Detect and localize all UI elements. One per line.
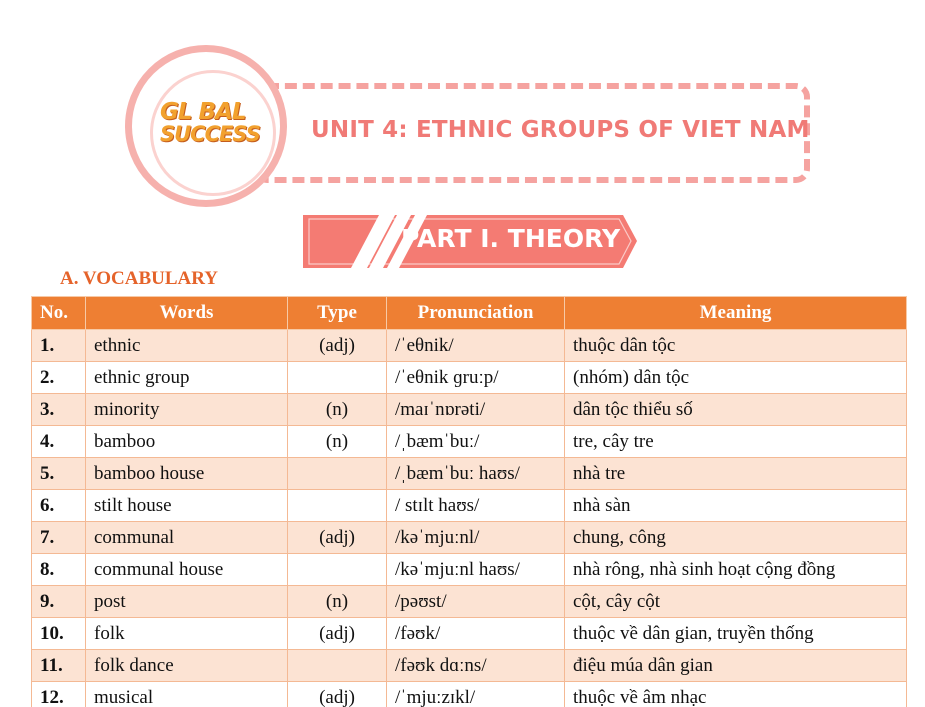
section-heading: A. VOCABULARY: [60, 268, 219, 289]
cell-no: 3.: [32, 394, 86, 426]
table-row: [32, 458, 907, 490]
cell-word: post: [86, 586, 288, 618]
logo-line-2: SUCCESS: [160, 122, 260, 146]
cell-pronunciation: /ˈeθnik/: [387, 330, 565, 362]
cell-meaning: dân tộc thiểu số: [565, 394, 907, 426]
table-row: [32, 330, 907, 362]
cell-meaning: cột, cây cột: [565, 586, 907, 618]
cell-word: ethnic: [86, 330, 288, 362]
cell-type: (adj): [288, 330, 387, 362]
table-row: [32, 426, 907, 458]
cell-meaning: nhà tre: [565, 458, 907, 490]
cell-no: 2.: [32, 362, 86, 394]
cell-meaning: chung, công: [565, 522, 907, 554]
cell-pronunciation: /fəʊk dɑːns/: [387, 650, 565, 682]
cell-type: [288, 650, 387, 682]
cell-type: [288, 458, 387, 490]
cell-word: musical: [86, 682, 288, 707]
cell-word: folk: [86, 618, 288, 650]
logo-wordmark: [160, 101, 270, 145]
table-header-row: [32, 297, 907, 330]
cell-no: 7.: [32, 522, 86, 554]
cell-no: 8.: [32, 554, 86, 586]
cell-word: ethnic group: [86, 362, 288, 394]
cell-pronunciation: /kəˈmjuːnl haʊs/: [387, 554, 565, 586]
cell-no: 4.: [32, 426, 86, 458]
cell-pronunciation: /pəʊst/: [387, 586, 565, 618]
col-header-type: Type: [288, 297, 387, 330]
table-row: [32, 682, 907, 707]
cell-word: folk dance: [86, 650, 288, 682]
cell-word: bamboo house: [86, 458, 288, 490]
cell-no: 10.: [32, 618, 86, 650]
cell-type: (n): [288, 426, 387, 458]
table-row: [32, 362, 907, 394]
cell-no: 12.: [32, 682, 86, 707]
cell-pronunciation: /ˌbæmˈbuː haʊs/: [387, 458, 565, 490]
logo-line-1: GL BAL: [160, 99, 246, 125]
col-header-no: No.: [32, 297, 86, 330]
cell-type: (adj): [288, 618, 387, 650]
cell-type: (n): [288, 586, 387, 618]
part-ribbon: [303, 213, 638, 270]
cell-pronunciation: /ˈmjuːzɪkl/: [387, 682, 565, 707]
table-row: [32, 586, 907, 618]
cell-pronunciation: / stɪlt haʊs/: [387, 490, 565, 522]
cell-type: (n): [288, 394, 387, 426]
cell-type: [288, 362, 387, 394]
cell-no: 1.: [32, 330, 86, 362]
cell-word: minority: [86, 394, 288, 426]
cell-word: communal: [86, 522, 288, 554]
vocabulary-table: [31, 296, 907, 707]
cell-no: 9.: [32, 586, 86, 618]
cell-pronunciation: /maɪˈnɒrəti/: [387, 394, 565, 426]
cell-meaning: tre, cây tre: [565, 426, 907, 458]
cell-type: (adj): [288, 682, 387, 707]
cell-no: 5.: [32, 458, 86, 490]
cell-type: [288, 554, 387, 586]
cell-meaning: điệu múa dân gian: [565, 650, 907, 682]
table-row: [32, 394, 907, 426]
cell-pronunciation: /ˌbæmˈbuː/: [387, 426, 565, 458]
cell-meaning: thuộc về dân gian, truyền thống: [565, 618, 907, 650]
cell-meaning: nhà sàn: [565, 490, 907, 522]
unit-title: UNIT 4: ETHNIC GROUPS OF VIET NAM: [311, 117, 810, 143]
cell-type: (adj): [288, 522, 387, 554]
col-header-words: Words: [86, 297, 288, 330]
col-header-meaning: Meaning: [565, 297, 907, 330]
cell-type: [288, 490, 387, 522]
cell-pronunciation: /ˈeθnik ɡruːp/: [387, 362, 565, 394]
cell-meaning: (nhóm) dân tộc: [565, 362, 907, 394]
table-row: [32, 522, 907, 554]
cell-meaning: thuộc về âm nhạc: [565, 682, 907, 707]
cell-no: 11.: [32, 650, 86, 682]
cell-pronunciation: /kəˈmjuːnl/: [387, 522, 565, 554]
cell-no: 6.: [32, 490, 86, 522]
cell-meaning: thuộc dân tộc: [565, 330, 907, 362]
col-header-pronunciation: Pronunciation: [387, 297, 565, 330]
cell-word: communal house: [86, 554, 288, 586]
cell-meaning: nhà rông, nhà sinh hoạt cộng đồng: [565, 554, 907, 586]
cell-word: stilt house: [86, 490, 288, 522]
part-title: PART I. THEORY: [401, 224, 621, 253]
unit-banner: [125, 45, 825, 205]
cell-pronunciation: /fəʊk/: [387, 618, 565, 650]
table-row: [32, 554, 907, 586]
cell-word: bamboo: [86, 426, 288, 458]
table-row: [32, 490, 907, 522]
table-row: [32, 650, 907, 682]
table-row: [32, 618, 907, 650]
